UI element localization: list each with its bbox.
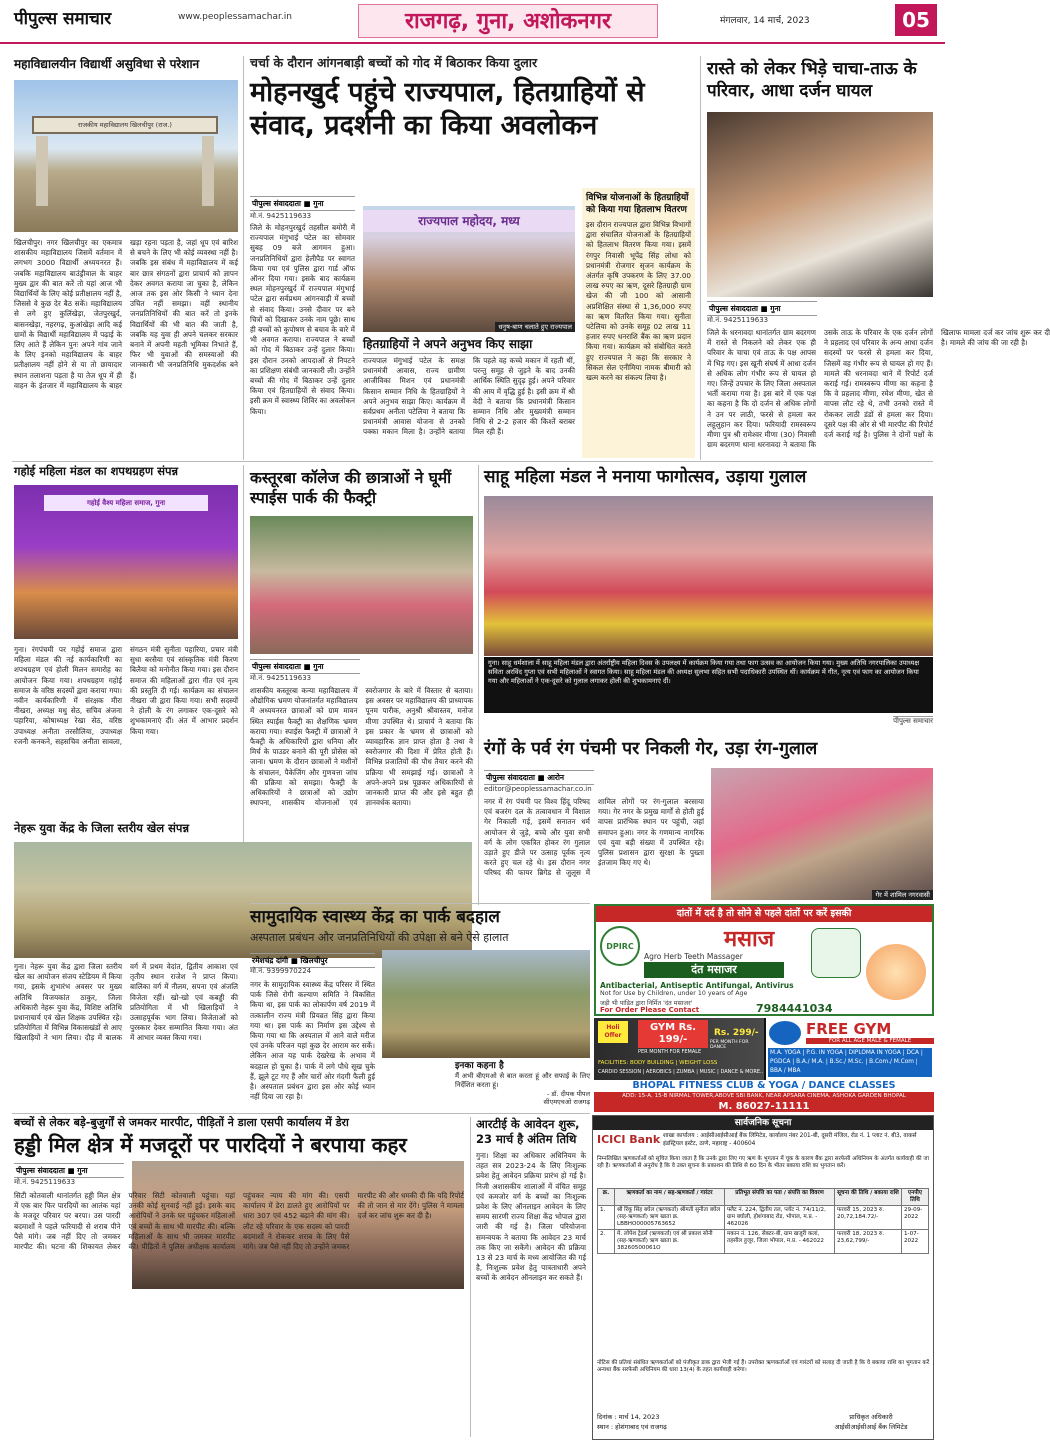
column-rule — [470, 1117, 471, 1437]
notice-date: दिनांक : मार्च 14, 2023 — [597, 1413, 660, 1421]
sahu-photo — [484, 496, 933, 656]
table-cell: फरवरी 18, 2023 रु. 23,62,799/- — [835, 1230, 902, 1254]
notice-sign-org: आईसीआईसीआई बैंक लिमिटेड — [834, 1423, 908, 1431]
gahoi-photo — [14, 485, 238, 639]
gym-right-panel — [766, 1018, 934, 1080]
table-cell: 29-09-2022 — [902, 1206, 929, 1230]
story-body: गुना। शिक्षा का अधिकार अधिनियम के तहत सत्र 2023-24 के लिए निःशुल्क प्रवेश हेतु आवेदन प्रक्रिया प्रारंभ हो गई है। निजी अशासकीय शालाओं में वंचित समूह एवं कमजोर वर्ग के बच्चों का निःशुल्क प्रवेश के लिए ऑनलाइन आवेदन के लिए समय सारणी राज्य शिक्षा केंद्र भोपाल द्वारा जारी की गई है। जिला परियोजना समन्वयक ने बताया कि आवेदन 23 मार्च तक किए जा सकेंगे। आवेदन की प्रक्रिया 13 से 23 मार्च के मध्य आयोजित की गई है, निःशुल्क प्रवेश हेतु पात्रताधारी अपने बच्चों के आवेदन ऑनलाइन कर सकते हैं। — [476, 1151, 586, 1283]
gym-price: GYM Rs. 199/- — [638, 1020, 708, 1048]
brand-logo: DPIRC — [600, 926, 640, 966]
section-title: राजगढ़, गुना, अशोकनगर — [358, 4, 658, 38]
headline: रंगों के पर्व रंग पंचमी पर निकली गेर, उड़ा रंग-गुलाल — [484, 739, 818, 759]
college-photo — [14, 80, 238, 232]
story-holi — [484, 740, 933, 900]
ad-notfor: Not for Use by Children, under 10 years of Age — [600, 990, 748, 997]
byline: रमेशचंद्र दांगी ■ खिलचीपुर — [250, 953, 375, 968]
notice-intro: निम्नलिखित ऋणकर्ताओं को सूचित किया जाता है कि उनके द्वारा लिए गए ऋण के भुगतान में चूक के कारण बैंक द्वारा सरफेसी अधिनियम के अंतर्गत कार्यवाही की जा रही है। ऋणकर्ताओं से अनुरोध है कि वे उक्त सूचना के प्रकाशन की तिथि से 60 दिन के भीतर बकाया राशि का भुगतान करें। — [597, 1156, 929, 1170]
free-sub: FOR ALL AGE MALE & FEMALE — [806, 1038, 934, 1044]
club-logo-icon — [769, 1021, 801, 1045]
club-address: ADD: 15-A, 15-B NIRMAL TOWER,ABOVE SBI BANK, NEAR APSARA CINEMA, ASHOKA GARDEN BHOPAL — [594, 1092, 934, 1101]
sahu-caption: गुना। साहू धर्मशाला में साहू महिला मंडल द्वारा अंतर्राष्ट्रीय महिला दिवस के उपलक्ष्य में कार्यक्रम किया गया तथा फाग उत्सव का आयोजन किया गया। मुख्य अतिथि नगरपालिका उपाध्यक्ष सविता अरविंद गुप्ता एवं सभी महिलाओं ने स्वागत किया। साहू महिला मंडल की अध्यक्ष सुलभा सहित सभी पदाधिकारी उपस्थित थीं। कार्यक्रम में गीत, नृत्य एवं फाग का आयोजन किया गया और महिलाओं ने एक-दूसरे को गुलाल लगाकर होली की शुभकामनाएं दीं। — [484, 657, 933, 713]
product-jar-icon — [811, 928, 861, 978]
story-body: शासकीय कस्तूरबा कन्या महाविद्यालय में औद्योगिक भ्रमण योजनांतर्गत महाविद्यालय में अध्ययनरत छात्राओं को ग्राम मावन स्थित स्पाईस फैक्ट्री का शैक्षणिक भ्रमण कराया गया। स्पाईस फैक्ट्री में छात्राओं ने फैक्ट्री के अधिकारियों द्वारा धनिया और मिर्च के पाउडर बनाने की पूरी प्रोसेस को जाना। भ्रमण के दौरान छात्राओं ने मशीनों के संचालन, पैकेजिंग और गुणवत्ता जांच की प्रक्रिया को समझा। फैक्ट्री के अधिकारियों ने छात्राओं को उद्योग स्थापना, शासकीय योजनाओं एवं स्वरोजगार के बारे में विस्तार से बताया। इस अवसर पर महाविद्यालय की प्राध्यापक पूनम पारीक, अनुश्री श्रीवास्तव, मनोज मीणा उपस्थित थे। प्राचार्य ने बताया कि इस प्रकार के भ्रमण से छात्राओं को व्यावहारिक ज्ञान प्राप्त होता है तथा वे स्वरोजगार की दिशा में प्रेरित होती हैं। विभिन्न प्रजातियों की पौध तैयार करने की प्रक्रिया भी समझाई गई। छात्राओं ने अपने-अपने प्रश्न पूछकर अधिकारियों से जानकारी प्राप्त की और इसे बहुत ही ज्ञानवर्धक बताया। — [250, 686, 473, 808]
ad-gym[interactable] — [594, 1018, 934, 1112]
table-cell: फ्लैट नं. 224, द्वितीय तल, प्लॉट नं. 74/11/2, ग्राम बघोली, होशंगाबाद रोड, भोपाल, म.प्र. - 462026 — [725, 1206, 835, 1230]
story-body-col1: जिले के मोहनपुरखुर्द तहसील बमोरी में राज्यपाल मंगुभाई पटेल का सोमवार सुबह 09 बजे आगमन हुआ। जनप्रतिनिधियों द्वारा हेलीपैड पर स्वागत किया गया एवं पुलिस द्वारा गार्ड ऑफ ऑनर दिया गया। इसके बाद कार्यक्रम स्थल मोहनपुरखुर्द में राज्यपाल मंगुभाई पटेल द्वारा सर्वप्रथम आंगनवाड़ी में बच्चों से संवाद किया। उनसे दीवार पर बने चित्रों को दिखाकर उनके नाम पूछे। साथ ही बच्चों को कुपोषण से बचाव के बारे में भी अवगत कराया। राज्यपाल ने बच्चों को गोद में बिठाकर उन्हें दुलार किया। इस दौरान उनको आपदाओं से निपटने का प्रशिक्षण संबंधी जानकारी ली। उन्होंने बच्चों की गोद में बिठाकर उन्हें दुलार किया एवं हितग्राहियों से संवाद किया। इसी क्रम में स्वास्थ्य शिविर का अवलोकन किया। — [250, 223, 355, 416]
table-cell: 1-07-2022 — [902, 1230, 929, 1254]
byline-phone: मो.नं. 9425119633 — [707, 316, 769, 324]
ad-dental[interactable] — [594, 904, 934, 1016]
park-photo — [382, 950, 590, 1058]
story-governor — [250, 56, 695, 460]
kasturba-photo — [250, 516, 473, 654]
section-rule — [250, 903, 590, 904]
story-gahoi — [14, 465, 238, 815]
story-rte — [476, 1117, 586, 1437]
story-body-col2: राज्यपाल मंगुभाई पटेल के समक्ष प्रधानमंत्री आवास, राज्य ग्रामीण आजीविका मिशन एवं प्रधानमंत्री किसान सम्मान निधि के हितग्राहियों ने अपने अनुभव साझा किए। कार्यक्रम में सर्वप्रथम अनीता पटेलिया ने बताया कि प्रधानमंत्री आवास योजना से उनको पक्का मकान मिला है। उन्होंने बताया कि पहले वह कच्चे मकान में रहती थीं, परन्तु समूह से जुड़ने के बाद उनकी आर्थिक स्थिति सुदृढ़ हुई। अपने परिवार की आय में वृद्धि हुई है। इसी क्रम में श्री वेदी ने बताया कि प्रधानमंत्री किसान सम्मान निधि और मुख्यमंत्री सम्मान निधि से 2-2 हजार की किश्तें बराबर मिल रही हैं। — [363, 356, 575, 437]
sidebar-box — [582, 188, 695, 458]
photo-banner: राज्यपाल महोदय, मध्य — [363, 210, 575, 232]
byline: पीपुल्स संवाददाता ■ गुना — [250, 196, 355, 211]
bank-logo: ICICI Bank — [597, 1133, 661, 1146]
headline: आरटीई के आवेदन शुरू, 23 मार्च है अंतिम तिथि — [476, 1117, 580, 1146]
column-rule — [700, 56, 701, 460]
dance-note: PER MONTH FOR DANCE — [710, 1040, 749, 1050]
story-feud — [707, 58, 1050, 458]
section-rule — [12, 461, 933, 462]
byline-email[interactable]: editor@peoplessamachar.co.in — [484, 785, 592, 793]
notice-sign-role: प्राधिकृत अधिकारी — [849, 1413, 893, 1421]
ad-masaj: मसाज — [724, 927, 775, 952]
injured-photo — [707, 112, 933, 297]
headline: महाविद्यालयीन विद्यार्थी असुविधा से परेशान — [14, 57, 200, 71]
story-body: सिटी कोतवाली थानांतर्गत हड्डी मिल क्षेत्र में एक बार फिर पारदियों का आतंक यहां के मजदूर परिवार पर बरपा। उस पारदी बदमाशों ने पहले फरियादी से शराब पीने पैसे मांगे। जब नहीं दिए तो जमकर मारपीट की। घटना की शिकायत लेकर परिवार सिटी कोतवाली पहुंचा। यहां उनकी कोई सुनवाई नहीं हुई। इसके बाद आरोपियों ने उनके घर पहुंचकर महिलाओं एवं बच्चों के साथ भी मारपीट की। बल्कि महिलाओं के साथ भी जमकर मारपीट की। पीड़ितों ने पुलिस अधीक्षक कार्यालय पहुंचकर न्याय की मांग की। एसपी कार्यालय में डेरा डालते हुए आरोपियों पर धारा 307 एवं 452 बढ़ाने की मांग की। लौट रहे परिवार के एक सदस्य को पारदी बदमाशों ने रोककर शराब के लिए पैसे मांगे। जब पैसे नहीं दिए तो उन्होंने जमकर मारपीट की और धमकी दी कि यदि रिपोर्ट की तो जान से मार देंगे। पुलिस ने मामला दर्ज कर जांच शुरू कर दी है। — [14, 1191, 464, 1252]
banner-text: गहोई वैश्य महिला समाज, गुना — [44, 495, 208, 511]
byline-phone: मो.नं. 9399970224 — [250, 967, 312, 975]
quote-role: सीएमएचओ राजगढ़ — [543, 1097, 590, 1106]
sub-headline: अस्पताल प्रबंधन और जनप्रतिनिधियों की उपेक्षा से बने ऐसे हालात — [250, 931, 509, 944]
courses: M.A. YOGA | P.G. IN YOGA | DIPLOMA IN YOGA | DCA | PGDCA | B.A./ M.A. | B.Sc./ M.Sc. | B.Com./ M.Com | BBA / MBA — [768, 1048, 932, 1077]
dance-price: Rs. 299/- — [714, 1028, 759, 1038]
table-row — [598, 1230, 929, 1254]
story-body: नगर के सामुदायिक स्वास्थ्य केंद्र परिसर में स्थित पार्क जिसे रोगी कल्याण समिति ने विकसित किया था, इस पार्क का लोकार्पण वर्ष 2019 में तत्कालीन राज्य मंत्री प्रियव्रत सिंह द्वारा किया गया था। इस पार्क का निर्माण इस उद्देश्य से किया गया था कि अस्पताल में आने वाले मरीज एवं उनके परिजन यहां कुछ देर आराम कर सकें। लेकिन आज यह पार्क देखरेख के अभाव में बदहाल हो चुका है। पार्क में लगे पौधे सूख चुके हैं, झूले टूट गए हैं और चारों ओर गंदगी फैली हुई है। अस्पताल प्रबंधन द्वारा इस ओर कोई ध्यान नहीं दिया जा रहा है। — [250, 980, 375, 1102]
byline: पीपुल्स संवाददाता ■ गुना — [250, 659, 360, 674]
governor-photo — [363, 206, 575, 332]
photo-caption: गेर में शामिल नगरवासी — [872, 890, 933, 901]
sub-headline: हितग्राहियों ने अपने अनुभव किए साझा — [363, 338, 575, 354]
headline: सामुदायिक स्वास्थ्य केंद्र का पार्क बदहाल — [250, 907, 500, 927]
ad-product: दंत मसाजर — [644, 962, 784, 978]
kicker: चर्चा के दौरान आंगनबाड़ी बच्चों को गोद में बिठाकर किया दुलार — [250, 55, 538, 70]
byline-phone: मो.नं. 9425119633 — [14, 1178, 76, 1186]
headline: रास्ते को लेकर भिड़े चाचा-ताऊ के परिवार, आधा दर्जन घायल — [707, 59, 917, 101]
quote-title: इनका कहना है — [455, 1061, 504, 1071]
free-gym: FREE GYM — [806, 1020, 892, 1038]
notice-footer: नोटिस की प्रतियां संबंधित ऋणकर्ताओं को पंजीकृत डाक द्वारा भेजी गई हैं। उपरोक्त ऋणकर्ताओं एवं गारंटरों को सलाह दी जाती है कि वे बकाया राशि का भुगतान करें अन्यथा बैंक सरफेसी अधिनियम की धारा 13(4) के तहत कार्यवाही करेगा। — [597, 1360, 929, 1374]
story-sahu — [484, 468, 933, 738]
notice-table — [597, 1188, 929, 1254]
story-body: गुना। रंगपंचमी पर गहोई समाज द्वारा महिला मंडल की नई कार्यकारिणी का शपथग्रहण एवं होली मिलन समारोह का आयोजन किया गया। शपथग्रहण गहोई समाज के वरिष्ठ सदस्यों द्वारा कराया गया। नवीन कार्यकारिणी में संरक्षक मीरा नीखरा, अध्यक्ष मधु सेठ, सचिव अंजना पहारिया, कोषाध्यक्ष रेखा सेठ, वरिष्ठ उपाध्यक्ष अनीता तरसौलिया, उपाध्यक्ष रजनी कनकने, सहसचिव अनीता सावला, संगठन मंत्री सुनीता पहारिया, प्रचार मंत्री सुधा बरसैया एवं सांस्कृतिक मंत्री किरण बिलैया को मनोनीत किया गया। इस दौरान समाज की महिलाओं द्वारा गीत एवं नृत्य की प्रस्तुति दी गई। कार्यक्रम का संचालन नीखरा जी द्वारा किया गया। सभी सदस्यों ने होली के रंग लगाकर एक-दूसरे को शुभकामनाएं दीं। अंत में आभार प्रदर्शन किया गया। — [14, 645, 238, 746]
notice-table-header — [598, 1189, 929, 1206]
headline: नेहरू युवा केंद्र के जिला स्तरीय खेल संपन्न — [14, 821, 189, 835]
notice-heading: सार्वजनिक सूचना — [593, 1116, 933, 1130]
gym-note: PER MONTH FOR FEMALE — [638, 1049, 702, 1055]
college-gate-sign: राजकीय महाविद्यालय खिलचीपुर (राज.) — [32, 116, 218, 134]
section-rule — [12, 1113, 590, 1114]
nehru-body: गुना। नेहरू युवा केंद्र द्वारा जिला स्तरीय खेल का आयोजन संजय स्टेडियम में किया गया, इसके शुभारंभ अवसर पर मुख्य अतिथि विजयकांत ठाकुर, जिला अधिकारी नेहरू युवा केंद्र, विशिष्ट अतिथि प्रधानाचार्य एवं खेल शिक्षक उपस्थित रहे। प्रतियोगिता में विभिन्न विकासखंडों से आए खिलाड़ियों ने भाग लिया। दौड़ में बालक वर्ग में प्रथम वेदांत, द्वितीय आकाश एवं तृतीय स्थान राजेश ने प्राप्त किया। बालिका वर्ग में नीलम, सपना एवं अंजलि विजेता रहीं। खो-खो एवं कबड्डी की प्रतियोगिता में भी खिलाड़ियों ने उत्साहपूर्वक भाग लिया। विजेताओं को पुरस्कार देकर सम्मानित किया गया। अंत में आभार व्यक्त किया गया। — [14, 962, 238, 1043]
story-health — [250, 908, 590, 1108]
col-header: क्र. — [598, 1189, 615, 1206]
gym-left-panel — [594, 1018, 764, 1080]
public-notice — [592, 1115, 934, 1440]
quote-box — [455, 1062, 590, 1112]
club-phone[interactable]: M. 86027-11111 — [594, 1101, 934, 1112]
holi-photo — [711, 768, 933, 900]
issue-date: मंगलवार, 14 मार्च, 2023 — [720, 16, 810, 26]
ad-claims: Antibacterial, Antiseptic Antifungal, Antivirus — [600, 981, 794, 990]
story-body: नगर में रंग पंचमी पर विश्व हिंदू परिषद एवं बजरंग दल के तत्वावधान में विशाल गेर निकाली गई, इसमें सनातन धर्म आयोजन से जुड़े, बच्चे और युवा सभी वर्ग के लोग एकत्रित होकर रंग गुलाल उड़ाते हुए डीजे पर उत्साह पूर्वक नृत्य करते हुए चल रहे थे। इस दौरान नगर परिषद की फायर ब्रिगेड से जुलूस में शामिल लोगों पर रंग-गुलाल बरसाया गया। गेर नगर के प्रमुख मार्गों से होती हुई वापस प्रारंभिक स्थान पर पहुंची, जहां समापन हुआ। नगर के गणमान्य नागरिक एवं युवा बड़ी संख्या में उपस्थित रहे। पुलिस प्रशासन द्वारा सुरक्षा के पुख्ता इंतजाम किए गए थे। — [484, 797, 704, 878]
quote-author: - डॉ. दीपक पीपल — [546, 1089, 590, 1098]
gate-pillar-left — [36, 136, 48, 206]
story-kasturba — [250, 468, 473, 898]
column-rule — [243, 465, 244, 905]
facilities: FACILITIES: BODY BUILDING | WEIGHT LOSS — [598, 1060, 718, 1066]
ad-order: For Order Please Contact — [600, 1006, 700, 1014]
headline: साहू महिला मंडल ने मनाया फागोत्सव, उड़ाया गुलाल — [484, 467, 807, 487]
col-header: प्रतिभूत संपत्ति का पता / संपत्ति का विवरण — [725, 1189, 835, 1206]
gate-pillar-right — [202, 136, 214, 206]
ad-top-line: दांतों में दर्द है तो सोने से पहले दांतों पर करें इसकी — [596, 906, 932, 922]
sidebar-body: इस दौरान राज्यपाल द्वारा विभिन्न विभागों द्वारा संचालित योजनाओं के हितग्राहियों को हितलाभ वितरण किया गया। इसमें रंगपुर निवासी भूपेंद्र सिंह लोधा को प्रधानमंत्री रोजगार सृजन कार्यक्रम के अंतर्गत कृषि उपकरण के लिए 37.00 लाख रुपए का ऋण, दूसरे हितग्राही ग्राम खेज की जी 100 को आसानी अप्रशिक्षित संस्था से 1,36,000 रुपए का ऋण वितरित किया गया। सुनीता पटेलिया को उनके समूह 02 लाख 11 हजार रुपए धनराशि बैंक का ऋण प्रदान किया गया। कार्यक्रम को संबोधित करते हुए राज्यपाल ने कहा कि सरकार ने सिकल सेल एनीमिया नामक बीमारी को खत्म करने का संकल्प लिया है। — [586, 220, 691, 383]
ad-ask: जड़ी भी पांडित द्वारा निर्मित 'दंत मसाजर' — [600, 1000, 693, 1007]
column-rule — [478, 465, 479, 905]
col-header: एनपीए तिथि — [902, 1189, 929, 1206]
byline-phone: मो.नं. 9425119633 — [250, 674, 312, 682]
table-cell: 1. — [598, 1206, 615, 1230]
paper-logo[interactable]: पीपुल्स समाचार — [14, 9, 112, 29]
story-body: खिलचीपुर। नगर खिलचीपुर का एकमात्र शासकीय महाविद्यालय जिसमें वर्तमान में लगभग 3000 विद्यार्थी अध्ययनरत हैं। जबकि महाविद्यालय बाउंड्रीवाल के बाहर मुख्य द्वार की बात करें तो यहां आज भी विद्यार्थियों के लिए कोई प्रतीक्षालय नहीं है, जिससे वे कुछ देर बैठ सकें। महाविद्यालय से लगे हुए कुलिंखेड़ा, जेतपुरखुर्द, बासनखेड़ा, नहरगढ़, कुआंखेड़ा आदि कई ग्रामों के विद्यार्थी महाविद्यालय में पढ़ाई के लिए आते हैं लेकिन पुनः अपने गांव जाने के लिए इनको महाविद्यालय के बाहर प्रतीक्षालय नहीं होने से या तो छायादार स्थान तलाशना पड़ता है या तेज धूप में ही वाहन के इंतजार में महाविद्यालय के बाहर खड़ा रहना पड़ता है, जहां धूप एवं बारिश से बचने के लिए भी कोई व्यवस्था नहीं है। जबकि इस संबंध में महाविद्यालय में कई बार छात्र संगठनों द्वारा प्राचार्य को ज्ञापन देकर अवगत कराया जा चुका है, लेकिन आज तक इस ओर किसी ने ध्यान देना उचित नहीं समझा। वहीं स्थानीय जनप्रतिनिधियों की बात करें तो इनके विद्यार्थियों की भी बात की जाती है, जबकि यह युवा ही अपने चलकर सरकार बनाने में अपनी महती भूमिका निभाते हैं, फिर भी युवाओं की समस्याओं की जानकारी भी जनप्रतिनिधि मुकदर्शक बने हैं। — [14, 238, 238, 390]
sidebar-title: विभिन्न योजनाओं के हितग्राहियों को किया गया हितलाभ वितरण — [586, 193, 689, 215]
table-cell: मे. लोपेश ट्रेडर्स (ऋणकर्ता) एवं श्री प्रकाश सोनी (सह-ऋणकर्ता) ऋण खाता क्र. 38260500061O — [615, 1230, 725, 1254]
classes: CARDIO SESSION | AEROBICS | ZUMBA | MUSIC | DANCE & MORE.. — [598, 1069, 764, 1075]
headline: गहोई महिला मंडल का शपथग्रहण संपन्न — [14, 464, 179, 478]
byline: पीपुल्स संवाददाता ■ आरोन — [484, 770, 594, 785]
table-row — [598, 1206, 929, 1230]
story-body: जिले के धरनावदा थानांतर्गत ग्राम बदरगण में रास्ते से निकलने को लेकर एक ही परिवार के चाचा एवं ताऊ के पक्ष आपस में भिड़ गए। इस खूनी संघर्ष में आधा दर्जन से अधिक लोग गंभीर रूप से घायल हो गए। जिन्हें उपचार के लिए जिला अस्पताल भर्ती कराया गया है। इस बारे में एक पक्ष का कहना है कि दो दर्जन से अधिक लोगों ने उन पर लाठी, फरसे से हमला कर लहूलुहान कर दिया। फरियादी रामस्वरूप मीणा पुत्र श्री रामेश्वर मीणा (30) निवासी ग्राम बदरगण थाना धरनावदा ने बताया कि उसके ताऊ के परिवार के एक दर्जन लोगों ने प्रहलाद एवं परिवार के अन्य आधा दर्जन सदस्यों पर फरसे से हमला कर दिया, जिसमें वह गंभीर रूप से घायल हो गए हैं। मामले की धरनावदा थाने में रिपोर्ट दर्ज कराई गई। रामस्वरूप मीणा का कहना है कि वे प्रहलाद मीणा, रमेश मीणा, खेत से वापस लौट रहे थे, तभी उनको रास्ते में रोककर लाठी डंडों से हमला कर दिया। दूसरे पक्ष की ओर से भी मारपीट की रिपोर्ट दर्ज कराई गई है। पुलिस ने दोनों पक्षों के खिलाफ मामला दर्ज कर जांच शुरू कर दी है। मामले की जांच की जा रही है। — [707, 328, 1050, 450]
column-rule — [243, 56, 244, 460]
table-cell: श्री रिंकू सिंह बघेल (ऋणकर्ता) श्रीमती सुनीता बघेल (सह-ऋणकर्ता) ऋण खाता क्र. LBBHO00005763652 — [615, 1206, 725, 1230]
photo-credit: पीपुल्स समाचार — [893, 717, 933, 725]
notice-place: स्थान : होशंगाबाद एवं राजगढ़ — [597, 1423, 667, 1431]
child-illustration — [866, 944, 926, 1000]
col-header: ऋणकर्ता का नाम / सह-ऋणकर्ता / गारंटर — [615, 1189, 725, 1206]
ad-phone[interactable]: 7984441034 — [756, 1002, 833, 1015]
table-cell: मकान नं. 126, सेक्टर-बी, ग्राम खजूरी कलां, तहसील हुजूर, जिला भोपाल, म.प्र. - 462022 — [725, 1230, 835, 1254]
bank-address: शाखा कार्यालय : आईसीआईसीआई बैंक लिमिटेड, कार्यालय नंबर 201-बी, दूसरी मंजिल, रोड नं. 1 प्लाट नं. बी3, वाकर्स इंडस्ट्रियल इस्टेट, ठाणे, महाराष्ट्र - 400604 — [663, 1133, 917, 1147]
headline: कस्तूरबा कॉलेज की छात्राओं ने घूमीं स्पाईस पार्क की फैक्ट्री — [250, 469, 452, 507]
story-attack — [14, 1117, 464, 1437]
byline-phone: मो.नं. 9425119633 — [250, 212, 312, 220]
photo-caption: धनुष-बाण चलाते हुए राज्यपाल — [495, 322, 575, 333]
masthead — [0, 0, 945, 44]
quote-body: मैं अभी बीएमओ से बात करता हूं और सफाई के लिए निर्देशित करता हूं। — [455, 1071, 590, 1089]
table-cell: 2. — [598, 1230, 615, 1254]
byline: पीपुल्स संवाददाता ■ गुना — [707, 301, 817, 316]
byline: पीपुल्स संवाददाता ■ गुना — [14, 1163, 124, 1178]
club-name: BHOPAL FITNESS CLUB & YOGA / DANCE CLASSES — [594, 1080, 934, 1092]
col-header: सूचना की तिथि / बकाया राशि — [835, 1189, 902, 1206]
headline: हड्डी मिल क्षेत्र में मजदूरों पर पारदियों ने बरपाया कहर — [14, 1133, 407, 1157]
website-link[interactable]: www.peoplessamachar.in — [178, 12, 292, 22]
table-cell: फरवरी 15, 2023 रु. 20,72,184.72/- — [835, 1206, 902, 1230]
offer-badge: Holi Offer — [598, 1021, 628, 1043]
ad-tagline: Agro Herb Teeth Massager — [644, 952, 743, 961]
headline: मोहनखुर्द पहुंचे राज्यपाल, हितग्राहियों से संवाद, प्रदर्शनी का किया अवलोकन — [250, 77, 645, 141]
story-college — [14, 58, 238, 458]
kicker: बच्चों से लेकर बड़े-बुजुर्गों से जमकर मारपीट, पीड़ितों ने डाला एसपी कार्यालय में डेरा — [14, 1116, 349, 1129]
page-number: 05 — [895, 4, 937, 36]
